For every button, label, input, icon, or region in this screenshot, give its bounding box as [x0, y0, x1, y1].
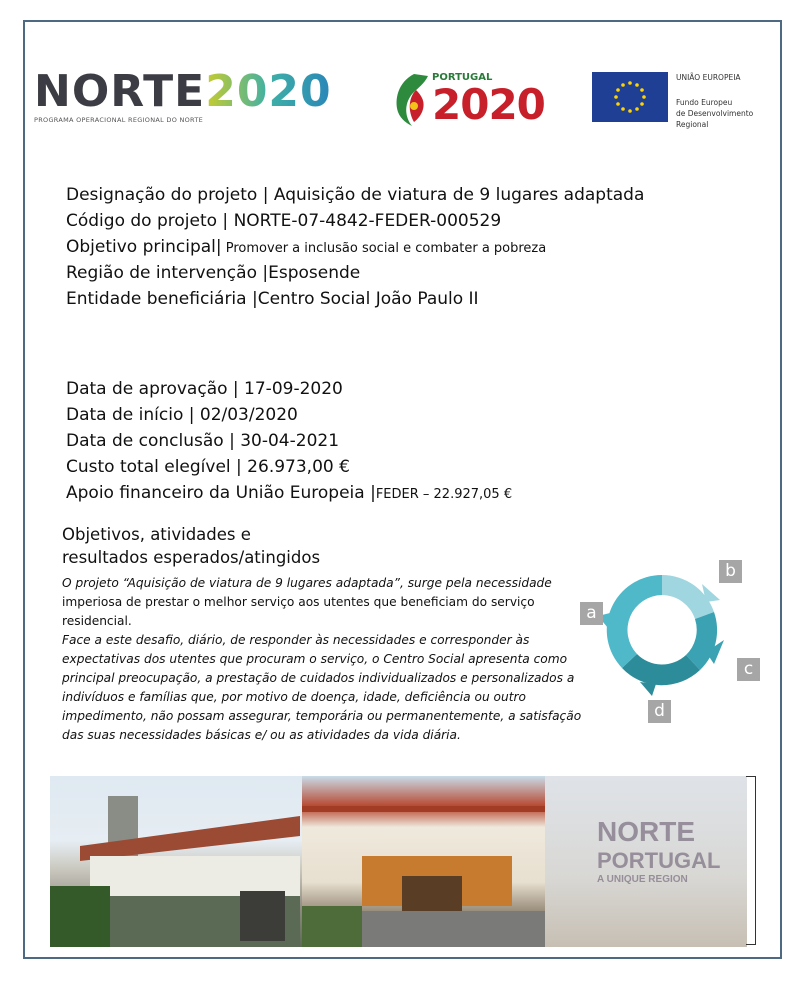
- objectives-paragraph-1: [62, 574, 582, 631]
- cycle-diagram: [575, 558, 775, 728]
- norte2020-logo: [34, 66, 364, 125]
- objectives-title-line2: resultados esperados/atingidos: [62, 548, 321, 567]
- objectives-p1-normal: imperiosa de prestar o melhor serviço aos utentes que beneficiam do serviço residencial.: [62, 595, 535, 628]
- eu-logo-line2: de Desenvolvimento Regional: [676, 109, 754, 129]
- portugal-logo-label: PORTUGAL: [432, 72, 493, 83]
- eu-logo-title: UNIÃO EUROPEIA: [676, 73, 741, 82]
- norte-logo-subtitle: PROGRAMA OPERACIONAL REGIONAL DO NORTE: [34, 116, 204, 124]
- norte-portugal-tagline: A UNIQUE REGION: [597, 874, 688, 885]
- project-objective-value: Promover a inclusão social e combater a pobreza: [221, 241, 547, 256]
- project-beneficiary: Entidade beneficiária |Centro Social João Paulo II: [66, 289, 479, 309]
- project-region: Região de intervenção |Esposende: [66, 263, 361, 283]
- conclusion-date: Data de conclusão | 30-04-2021: [66, 431, 340, 451]
- photo-strip-border: [746, 776, 756, 945]
- norte-portugal-line2: PORTUGAL: [597, 848, 721, 873]
- eu-logo-text: [676, 72, 786, 130]
- cycle-arrow-d: [640, 682, 656, 696]
- cycle-ring: [575, 558, 775, 728]
- cycle-label-b: b: [719, 560, 742, 583]
- eu-flag-icon: [592, 72, 668, 122]
- norte-portugal-line1: NORTE: [597, 816, 695, 847]
- total-cost: Custo total elegível | 26.973,00 €: [66, 457, 350, 477]
- portugal-flame-icon: [392, 72, 432, 128]
- project-objective: [66, 234, 546, 262]
- portugal2020-logo: [392, 70, 562, 130]
- objectives-description: [62, 574, 582, 745]
- building-photo-2: [302, 776, 545, 947]
- cycle-segment-d: [622, 654, 700, 685]
- approval-date: Data de aprovação | 17-09-2020: [66, 379, 343, 399]
- cycle-segment-a: [607, 575, 662, 668]
- norte-logo-year: 2020: [205, 66, 332, 117]
- project-code: Código do projeto | NORTE-07-4842-FEDER-000529: [66, 211, 502, 231]
- objectives-title-line1: Objetivos, atividades e: [62, 525, 251, 544]
- norte-logo-word: NORTE: [34, 66, 206, 117]
- eu-logo-line1: Fundo Europeu: [676, 98, 733, 107]
- cycle-label-a: a: [580, 602, 603, 625]
- building-photo-1: [50, 776, 302, 947]
- norte-portugal-image: [545, 776, 747, 947]
- eu-financial-support: [66, 480, 512, 508]
- objectives-paragraph-2: Face a este desafio, diário, de responder às necessidades e corresponder às expectativas dos utentes que procuram o serviço, o Centro Social apresenta como principal preocupação, a prestação de cuidados individualizados e personalizados a indivíduos e famílias que, por motivo de doença, idade, deficiência ou outro impedimento, não possam assegurar, temporária ou permanentemente, a satisfação das suas necessidades básicas e/ ou as atividades da vida diária.: [62, 633, 582, 742]
- objectives-p1-italic: O projeto “Aquisição de viatura de 9 lugares adaptada”, surge pela necessidade: [62, 576, 552, 590]
- eu-support-value: FEDER – 22.927,05 €: [375, 487, 513, 502]
- objectives-title: [62, 523, 402, 569]
- eu-support-label: Apoio financeiro da União Europeia |: [66, 483, 376, 503]
- cycle-label-c: c: [737, 658, 760, 681]
- portugal-logo-year: 2020: [432, 80, 545, 129]
- project-designation: Designação do projeto | Aquisição de viatura de 9 lugares adaptada: [66, 185, 645, 205]
- start-date: Data de início | 02/03/2020: [66, 405, 298, 425]
- cycle-label-d: d: [648, 700, 671, 723]
- project-objective-label: Objetivo principal|: [66, 237, 222, 257]
